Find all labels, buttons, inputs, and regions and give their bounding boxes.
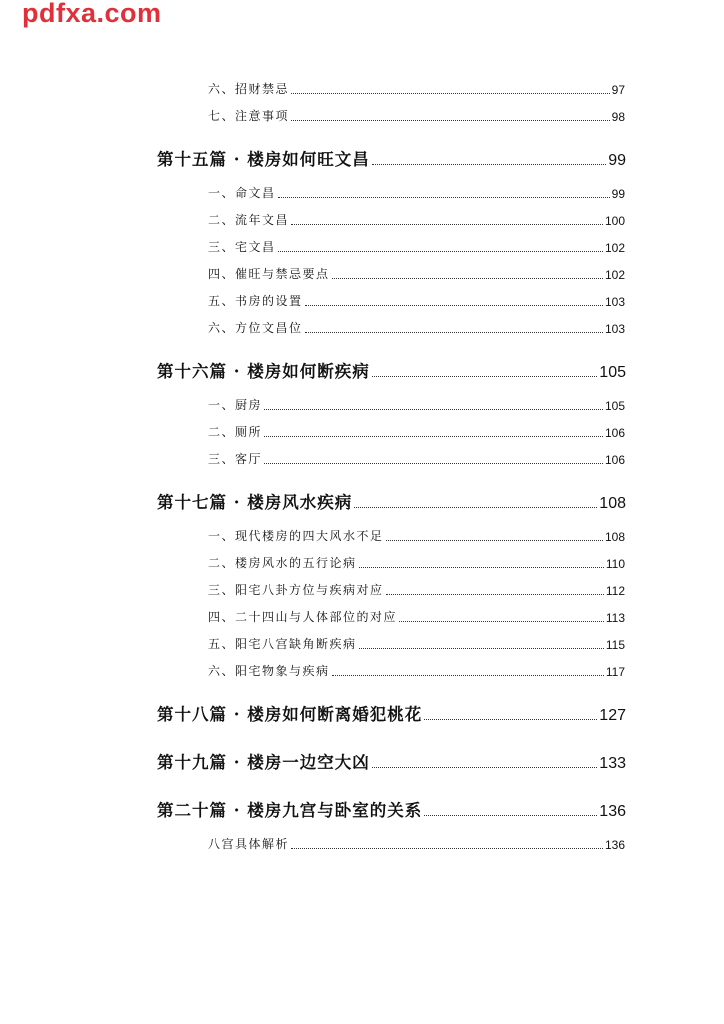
toc-entry[interactable] — [208, 80, 625, 97]
toc-entry-page: 102 — [604, 268, 625, 282]
chapter-title: 第十九篇 · 楼房一边空大凶 — [157, 753, 370, 772]
chapter-page: 108 — [599, 495, 626, 512]
chapter-title: 第十七篇 · 楼房风水疾病 — [157, 493, 353, 512]
toc-entry[interactable] — [208, 835, 625, 852]
toc-chapter-15[interactable] — [157, 146, 626, 170]
chapter-page: 136 — [599, 803, 626, 820]
watermark-logo: pdfxa.com — [22, 0, 162, 28]
toc-entry-page: 113 — [605, 611, 625, 625]
toc-entry[interactable] — [208, 211, 625, 228]
toc-chapter-16[interactable] — [157, 358, 626, 382]
leader-dots — [359, 648, 604, 649]
toc-entry-page: 105 — [604, 399, 625, 413]
toc-entry-page: 117 — [605, 665, 625, 679]
toc-chapter-19[interactable] — [157, 749, 626, 773]
toc-entry-page: 136 — [604, 838, 625, 852]
toc-entry-title: 二、厕所 — [208, 425, 263, 439]
leader-dots — [372, 376, 598, 377]
leader-dots — [424, 815, 597, 816]
leader-dots — [372, 164, 606, 165]
toc-entry[interactable] — [208, 635, 625, 652]
leader-dots — [278, 197, 610, 198]
chapter-page: 105 — [599, 364, 626, 381]
toc-entry-title: 六、阳宅物象与疾病 — [208, 664, 330, 678]
leader-dots — [264, 409, 603, 410]
leader-dots — [332, 675, 604, 676]
leader-dots — [291, 848, 603, 849]
leader-dots — [424, 719, 597, 720]
toc-entry-page: 103 — [604, 322, 625, 336]
toc-entry-page: 100 — [604, 214, 625, 228]
toc-entry-title: 一、现代楼房的四大风水不足 — [208, 529, 384, 543]
toc-entry-title: 六、招财禁忌 — [208, 82, 290, 96]
toc-entry-page: 106 — [604, 426, 625, 440]
leader-dots — [386, 540, 603, 541]
toc-entry-page: 103 — [604, 295, 625, 309]
toc-entry-title: 三、客厅 — [208, 452, 263, 466]
chapter-title: 第十八篇 · 楼房如何断离婚犯桃花 — [157, 705, 423, 724]
toc-entry[interactable] — [208, 423, 625, 440]
toc-chapter-18[interactable] — [157, 701, 626, 725]
leader-dots — [264, 463, 603, 464]
chapter-title: 第二十篇 · 楼房九宫与卧室的关系 — [157, 801, 423, 820]
leader-dots — [354, 507, 597, 508]
toc-entry-title: 三、宅文昌 — [208, 240, 276, 254]
toc-entry[interactable] — [208, 396, 625, 413]
toc-entry[interactable] — [208, 608, 625, 625]
toc-entry[interactable] — [208, 107, 625, 124]
chapter-page: 99 — [608, 152, 626, 169]
toc-entry-title: 八宫具体解析 — [208, 837, 290, 851]
toc-entry-page: 97 — [611, 83, 625, 97]
leader-dots — [359, 567, 604, 568]
toc-entry[interactable] — [208, 238, 625, 255]
toc-entry-title: 五、书房的设置 — [208, 294, 303, 308]
leader-dots — [399, 621, 604, 622]
leader-dots — [332, 278, 603, 279]
toc-entry[interactable] — [208, 292, 625, 309]
toc-entry-title: 四、二十四山与人体部位的对应 — [208, 610, 398, 624]
toc-entry-title: 六、方位文昌位 — [208, 321, 303, 335]
leader-dots — [386, 594, 604, 595]
toc-entry-title: 三、阳宅八卦方位与疾病对应 — [208, 583, 384, 597]
leader-dots — [264, 436, 603, 437]
toc-entry-page: 106 — [604, 453, 625, 467]
toc-entry-title: 二、楼房风水的五行论病 — [208, 556, 357, 570]
toc-entry-page: 115 — [605, 638, 625, 652]
toc-entry[interactable] — [208, 581, 625, 598]
chapter-page: 127 — [599, 707, 626, 724]
toc-entry[interactable] — [208, 527, 625, 544]
toc-entry[interactable] — [208, 319, 625, 336]
toc-chapter-17[interactable] — [157, 489, 626, 513]
toc-entry-title: 二、流年文昌 — [208, 213, 290, 227]
toc-entry[interactable] — [208, 662, 625, 679]
leader-dots — [305, 305, 603, 306]
toc-entry[interactable] — [208, 184, 625, 201]
toc-entry-title: 五、阳宅八宫缺角断疾病 — [208, 637, 357, 651]
chapter-title: 第十五篇 · 楼房如何旺文昌 — [157, 150, 370, 169]
toc-entry[interactable] — [208, 450, 625, 467]
toc-entry-title: 四、催旺与禁忌要点 — [208, 267, 330, 281]
leader-dots — [305, 332, 603, 333]
toc-entry-page: 112 — [605, 584, 625, 598]
leader-dots — [278, 251, 603, 252]
toc-entry-page: 110 — [605, 557, 625, 571]
toc-entry-page: 99 — [611, 187, 625, 201]
leader-dots — [372, 767, 598, 768]
chapter-page: 133 — [599, 755, 626, 772]
toc-entry-title: 一、厨房 — [208, 398, 263, 412]
chapter-title: 第十六篇 · 楼房如何断疾病 — [157, 362, 370, 381]
toc-entry-page: 98 — [611, 110, 625, 124]
toc-entry-title: 一、命文昌 — [208, 186, 276, 200]
toc-entry-page: 102 — [604, 241, 625, 255]
leader-dots — [291, 224, 603, 225]
toc-entry[interactable] — [208, 554, 625, 571]
toc-chapter-20[interactable] — [157, 797, 626, 821]
leader-dots — [291, 120, 610, 121]
toc-entry-title: 七、注意事项 — [208, 109, 290, 123]
leader-dots — [291, 93, 610, 94]
toc-entry-page: 108 — [604, 530, 625, 544]
toc-entry[interactable] — [208, 265, 625, 282]
